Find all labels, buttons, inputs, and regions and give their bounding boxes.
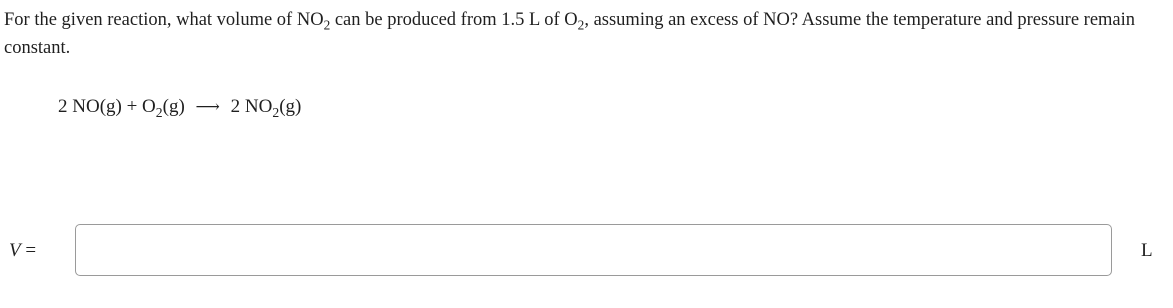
variable-label [9, 238, 36, 264]
equation-product: 2 NO [230, 96, 273, 117]
equation-reactants: 2 NO(g) + O [58, 96, 156, 117]
chemical-equation [58, 94, 301, 120]
question-text-part: For the given reaction, what volume of NO [4, 10, 324, 30]
equals-sign: = [20, 240, 37, 261]
reaction-arrow-icon: ⟶ [195, 97, 220, 117]
answer-row [0, 224, 1173, 278]
subscript: 2 [323, 17, 331, 33]
subscript: 2 [577, 17, 585, 33]
unit-label: L [1141, 240, 1153, 261]
answer-input[interactable] [75, 224, 1112, 276]
variable-symbol: V [9, 240, 21, 261]
question-text-part: can be produced from 1.5 L of O [330, 10, 578, 30]
subscript: 2 [272, 104, 280, 120]
equation-state: (g) [162, 96, 185, 117]
subscript: 2 [155, 104, 163, 120]
equation-state: (g) [279, 96, 302, 117]
question-text-part: , assuming an excess of NO? Assume the temperature and pressure remain constant. [4, 10, 1136, 58]
question-text [4, 6, 1154, 62]
